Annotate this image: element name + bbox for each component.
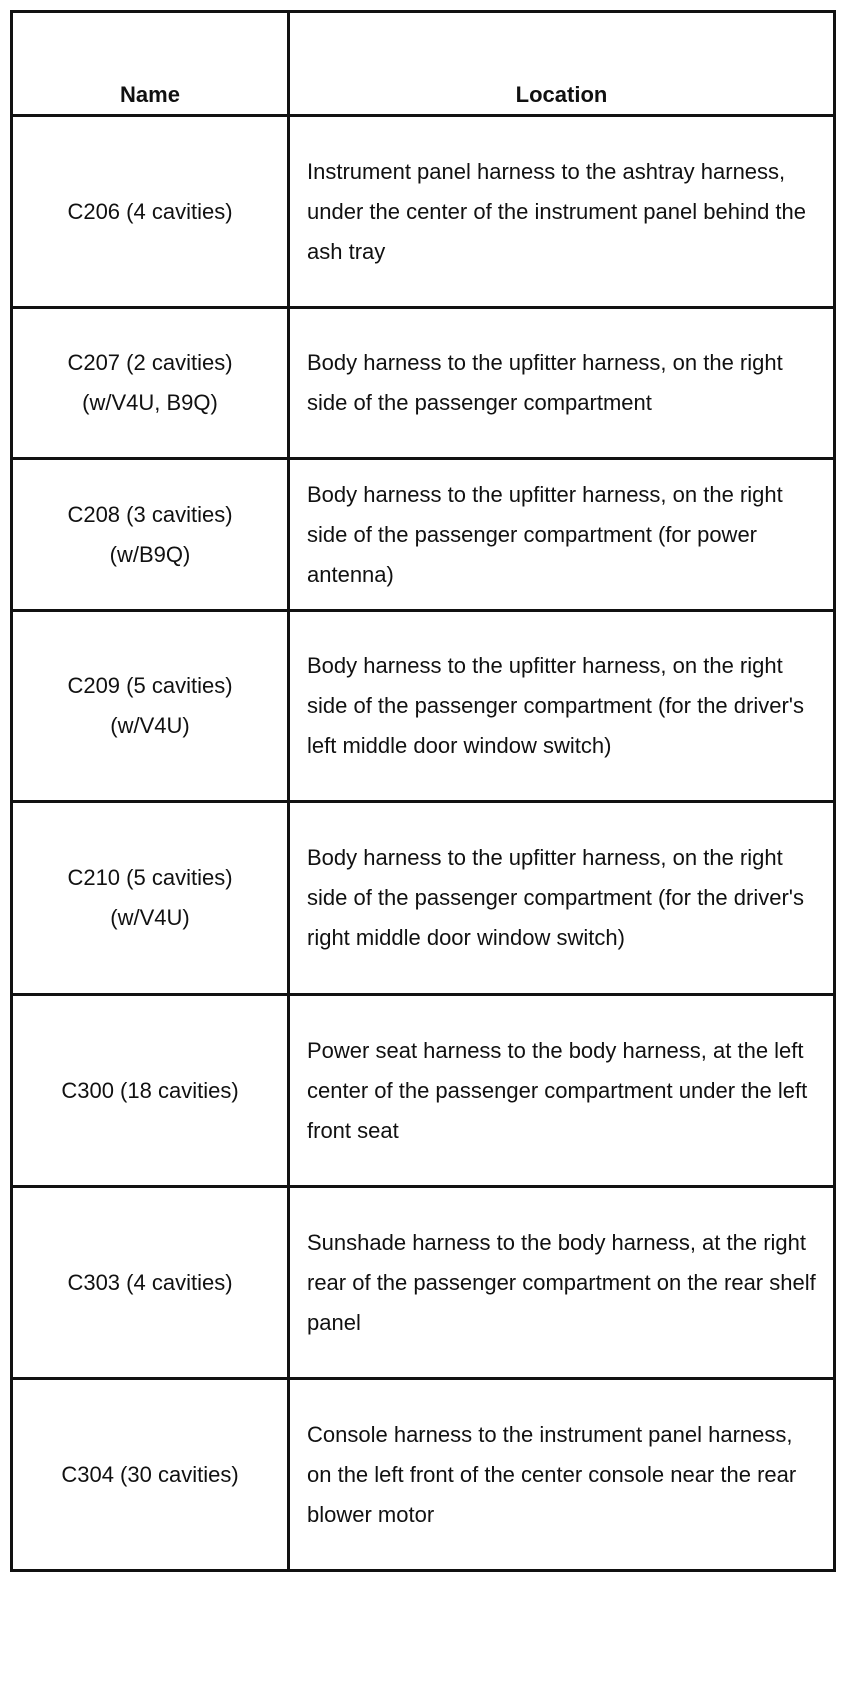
- table-row: [12, 116, 835, 308]
- table-header-row: [12, 12, 835, 116]
- table-row: [12, 611, 835, 802]
- location-description: Body harness to the upfitter harness, on the right side of the passenger compartment (for the driver's right middle door window switch): [289, 802, 835, 995]
- connector-location-table: [10, 10, 836, 1572]
- connector-name: C207 (2 cavities): [67, 350, 233, 375]
- location-description: Body harness to the upfitter harness, on the right side of the passenger compartment (for the driver's left middle door window switch): [289, 611, 835, 802]
- connector-name: C206 (4 cavities): [67, 198, 233, 224]
- connector-name-cell: [12, 116, 289, 308]
- column-header-name: Name: [12, 12, 289, 116]
- location-description: Sunshade harness to the body harness, at the right rear of the passenger compartment on the rear shelf panel: [289, 1187, 835, 1379]
- location-description: Instrument panel harness to the ashtray harness, under the center of the instrument panel behind the ash tray: [289, 116, 835, 308]
- column-header-location: Location: [289, 12, 835, 116]
- connector-name: C304 (30 cavities): [61, 1461, 239, 1487]
- location-description: Body harness to the upfitter harness, on the right side of the passenger compartment (for power antenna): [289, 459, 835, 611]
- connector-name: C209 (5 cavities): [67, 673, 233, 698]
- connector-name-cell: [12, 1379, 289, 1571]
- connector-option: (w/V4U): [110, 905, 190, 930]
- connector-name: C210 (5 cavities): [67, 865, 233, 890]
- table-row: [12, 459, 835, 611]
- connector-option: (w/B9Q): [109, 541, 191, 567]
- connector-name-cell: [12, 308, 289, 459]
- connector-name-cell: [12, 995, 289, 1187]
- connector-name-cell: [12, 611, 289, 802]
- location-description: Console harness to the instrument panel harness, on the left front of the center console near the rear blower motor: [289, 1379, 835, 1571]
- connector-name: C303 (4 cavities): [67, 1269, 233, 1295]
- table-row: [12, 308, 835, 459]
- connector-option: (w/V4U, B9Q): [82, 390, 218, 415]
- connector-name: C300 (18 cavities): [61, 1077, 239, 1103]
- table-row: [12, 1379, 835, 1571]
- connector-name-cell: [12, 802, 289, 995]
- table-row: [12, 995, 835, 1187]
- location-description: Body harness to the upfitter harness, on the right side of the passenger compartment: [289, 308, 835, 459]
- table-row: [12, 1187, 835, 1379]
- location-description: Power seat harness to the body harness, at the left center of the passenger compartment under the left front seat: [289, 995, 835, 1187]
- connector-name: C208 (3 cavities): [67, 501, 233, 527]
- connector-option: (w/V4U): [110, 713, 190, 738]
- table-row: [12, 802, 835, 995]
- connector-name-cell: [12, 459, 289, 611]
- connector-name-cell: [12, 1187, 289, 1379]
